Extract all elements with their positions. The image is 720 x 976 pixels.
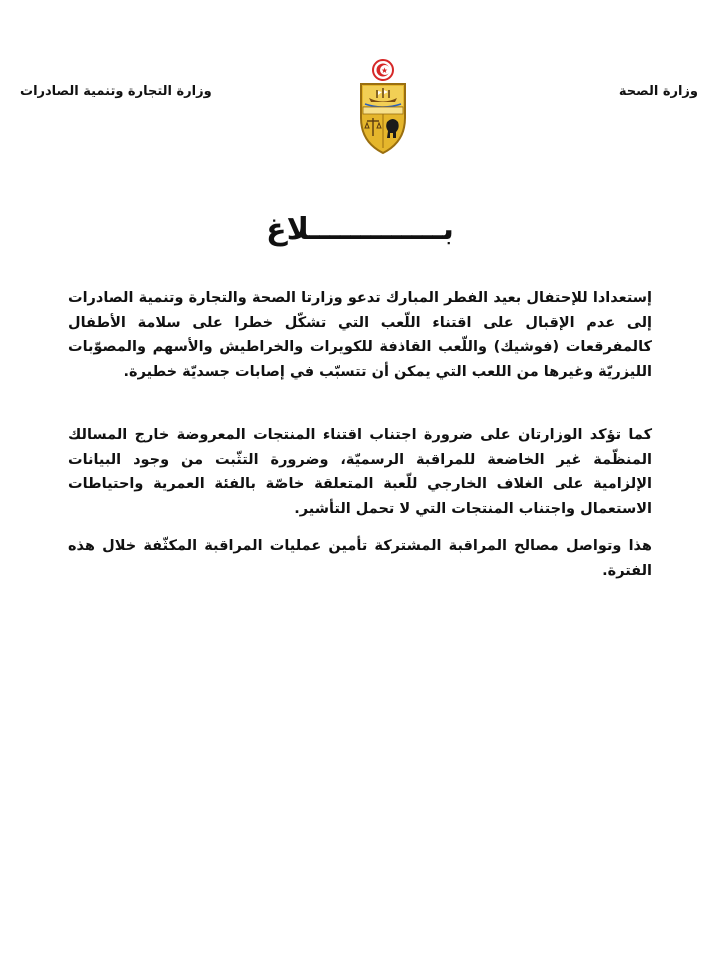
paragraph-3: هذا وتواصل مصالح المراقبة المشتركة تأمين عمليات المراقبة المكثّفة خلال هذه الفترة.	[68, 538, 652, 579]
ministry-of-commerce-label: وزارة التجارة وتنمية الصادرات	[20, 84, 212, 99]
ministry-of-health-label: وزارة الصحة	[618, 84, 698, 99]
tunisia-coat-of-arms-icon	[357, 52, 409, 156]
announcement-title: بـــــــــــــلاغ	[266, 212, 454, 247]
paragraph-2: كما تؤكد الوزارتان على ضرورة اجتناب اقتناء المنتجات المعروضة خارج المسالك المنظّمة غير الخاضعة للمراقبة الرسميّة، وضرورة التثّبت من وجود البيانات الإلزامية على الغلاف الخارجي للّعبة المتعلقة خاصّة بالفئة العمرية واحتياطات الاستعمال واجتناب المنتجات التي لا تحمل التأشير.	[68, 427, 652, 517]
paragraph-1: إستعدادا للإحتفال بعيد الفطر المبارك تدعو وزارتا الصحة والتجارة وتنمية الصادرات إلى عدم الإقبال على اقتناء اللّعب التي تشكّل خطرا على سلامة الأطفال كالمفرقعات (فوشيك) واللّعب القاذفة للكويرات والخراطيش والأسهم والمصوّبات الليزريّة وغيرها من اللعب التي يمكن أن تتسبّب في إصابات جسديّة خطيرة.	[68, 290, 652, 380]
